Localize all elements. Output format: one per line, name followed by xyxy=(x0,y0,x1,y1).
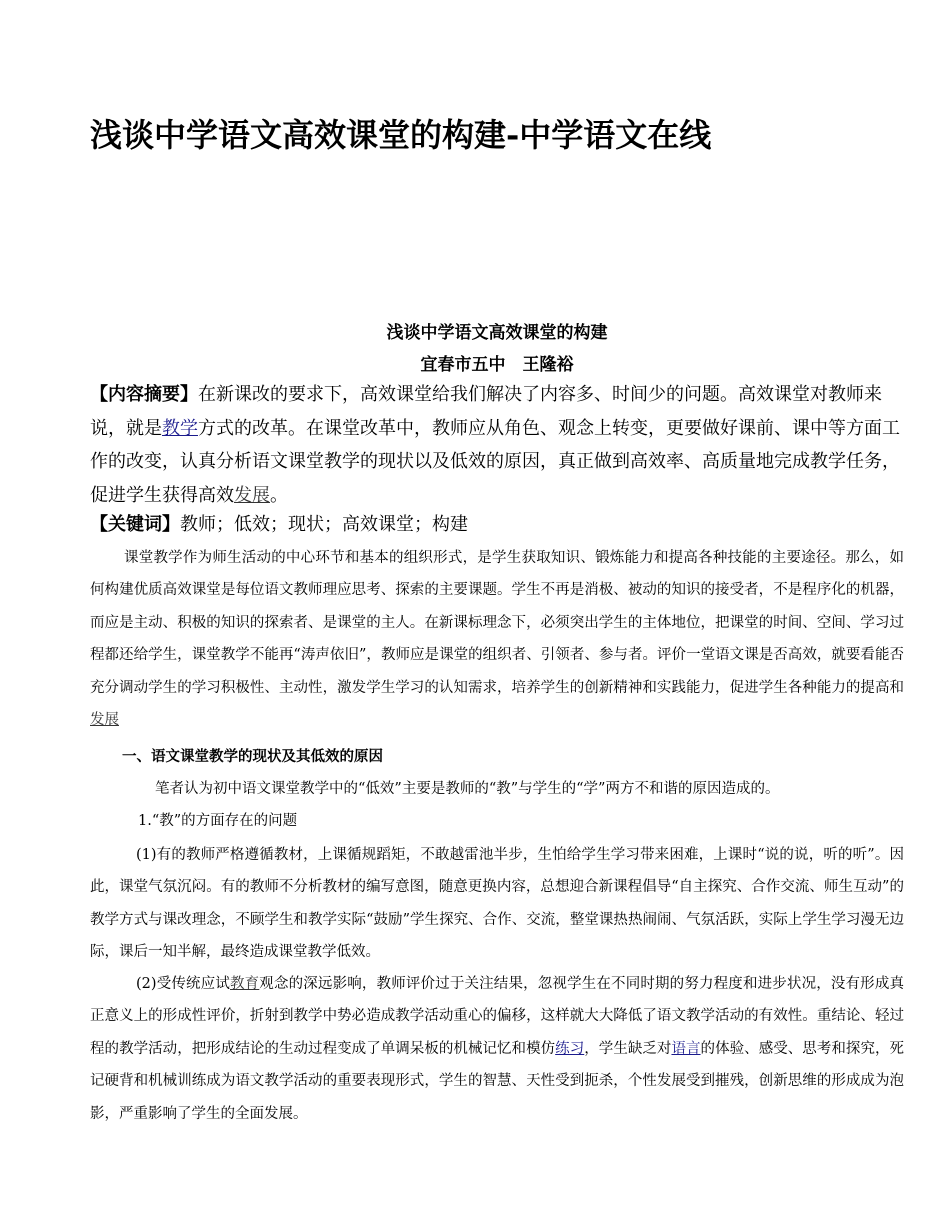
abstract-text: 。 xyxy=(270,484,288,506)
item-1-paragraph: (1)有的教师严格遵循教材，上课循规蹈矩，不敢越雷池半步，生怕给学生学习带来困难，上课时“说的说，听的听”。因此，课堂气氛沉闷。有的教师不分析教材的编写意图，随意更换内容，总想迎合新课程倡导“自主探究、合作交流、师生互动”的教学方式与课改理念，不顾学生和教学实际“鼓励”学生探究、合作、交流，整堂课热热闹闹、气氛活跃，实际上学生学习漫无边际，课后一知半解，最终造成课堂教学低效。 xyxy=(90,847,904,961)
article-title: 浅谈中学语文高效课堂的构建 xyxy=(386,323,608,343)
subsection-heading: 1.“教”的方面存在的问题 xyxy=(138,813,298,829)
keywords-label: 【关键词】 xyxy=(90,514,180,535)
abstract-text: 在新课改的要求下，高效课堂给我们解决了内容多、时间少的问题。高效课堂对教师来说，就是 xyxy=(90,384,882,439)
section-heading: 一、语文课堂教学的现状及其低效的原因 xyxy=(122,748,383,765)
intro-paragraph xyxy=(90,542,904,736)
link-development-2[interactable]: 发展 xyxy=(90,712,119,729)
link-language[interactable]: 语言 xyxy=(671,1040,701,1057)
item-2-text: 的体验、感受、思考和探究，死记硬背和机械训练成为语文教学活动的重要表现形式，学生的智慧、天性受到扼杀，个性发展受到摧残，创新思维的形成成为泡影，严重影响了学生的全面发展。 xyxy=(90,1040,905,1122)
link-practice[interactable]: 练习 xyxy=(555,1040,585,1057)
article-author: 宜春市五中 王隆裕 xyxy=(420,355,574,375)
abstract-label: 【内容摘要】 xyxy=(90,384,198,405)
link-development[interactable]: 发展 xyxy=(234,484,270,506)
link-teaching[interactable]: 教学 xyxy=(162,417,198,439)
item-2-text: ，学生缺乏对 xyxy=(584,1040,672,1057)
document-title: 浅谈中学语文高效课堂的构建-中学语文在线 xyxy=(90,116,712,154)
link-education[interactable]: 教育 xyxy=(229,976,260,992)
item-2-text: 观念的深远影响，教师评价过于关注结果，忽视学生在不同时期的努力程度和进步状况，没有形成真正意义上的形成性评价，折射到教学中势必造成教学活动重心的偏移，这样就大大降低了语文教学活动的有效性。重结论、轻过程的教学活动，把形成结论的生动过程变成了单调呆板的机械记忆和模仿 xyxy=(90,976,904,1057)
intro-text: 课堂教学作为师生活动的中心环节和基本的组织形式，是学生获取知识、锻炼能力和提高各种技能的主要途径。那么，如何构建优质高效课堂是每位语文教师理应思考、探索的主要课题。学生不再是消极、被动的知识的接受者，不是程序化的机器，而应是主动、积极的知识的探索者、是课堂的主人。在新课标理念下，必须突出学生的主体地位，把课堂的时间、空间、学习过程都还给学生，课堂教学不能再“涛声依旧”，教师应是课堂的组织者、引领者、参与者。评价一堂语文课是否高效，就要看能否充分调动学生的学习积极性、主动性，激发学生学习的认知需求，培养学生的创新精神和实践能力，促进学生各种能力的提高和 xyxy=(90,550,904,696)
abstract-text: 方式的改革。在课堂改革中，教师应从角色、观念上转变，更要做好课前、课中等方面工作的改变，认真分析语文课堂教学的现状以及低效的原因，真正做到高效率、高质量地完成教学任务，促进学生获得高效 xyxy=(90,417,900,506)
keywords-text: 教师；低效；现状；高效课堂；构建 xyxy=(180,514,468,535)
item-2-paragraph xyxy=(90,968,904,1130)
keywords-line xyxy=(90,510,904,540)
abstract-paragraph xyxy=(90,378,904,512)
item-2-text: (2)受传统应试 xyxy=(136,976,230,992)
section-text: 笔者认为初中语文课堂教学中的“低效”主要是教师的“教”与学生的“学”两方不和谐的原因造成的。 xyxy=(155,781,780,797)
